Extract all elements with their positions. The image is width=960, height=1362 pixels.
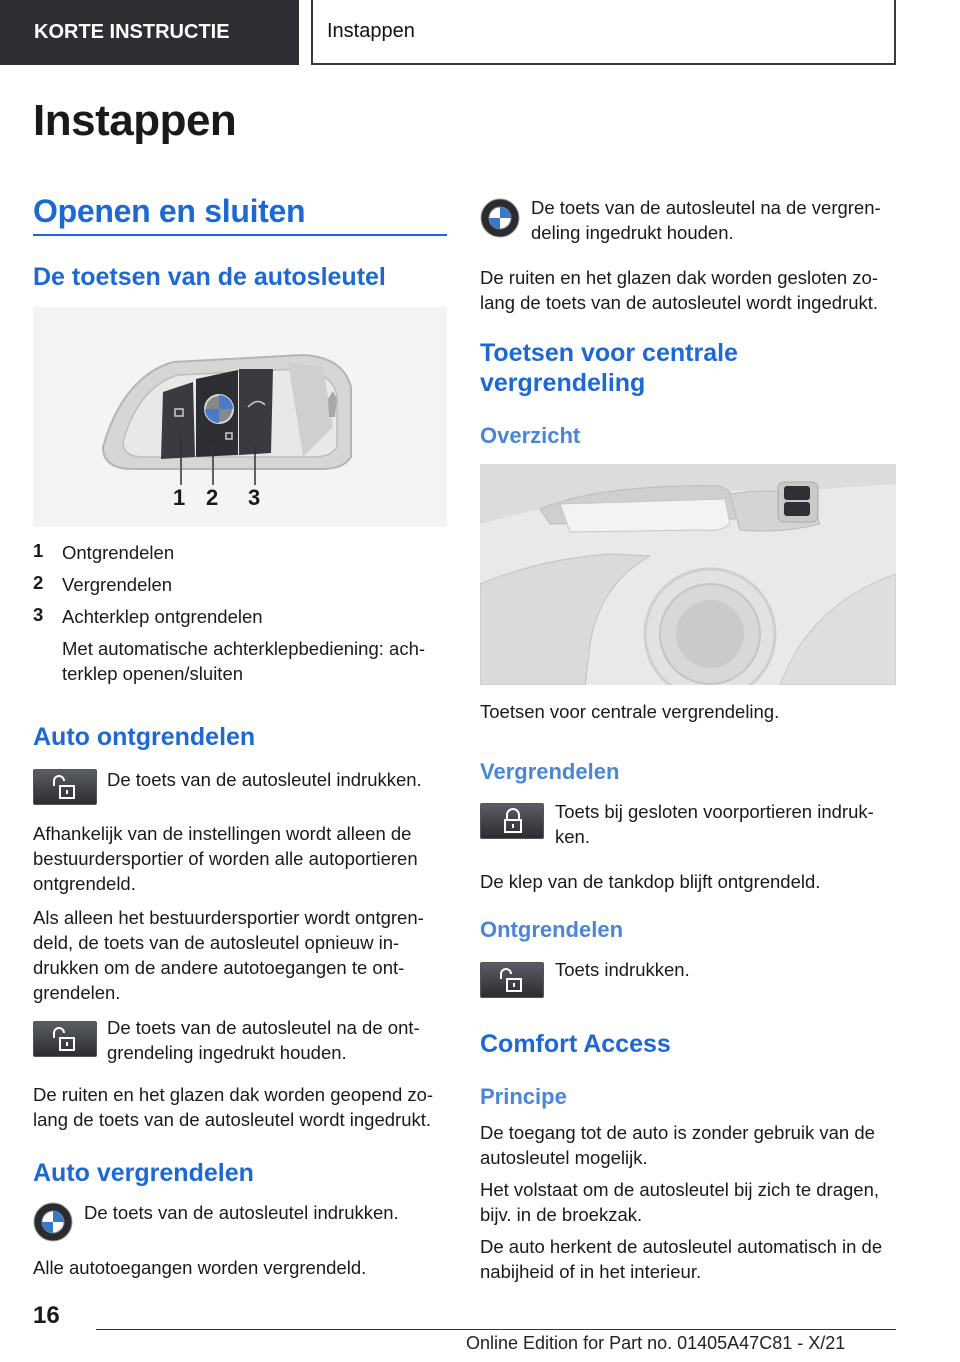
chapter-tab: Instappen xyxy=(311,0,896,65)
principe-p2-line2: bijv. in de broekzak. xyxy=(480,1204,643,1225)
list-num-3: 3 xyxy=(33,604,44,625)
lock-button-icon xyxy=(480,803,544,839)
page-number: 16 xyxy=(33,1302,60,1329)
list-item-3-sub-line2: terklep openen/sluiten xyxy=(62,663,244,684)
heading-rule xyxy=(33,234,447,236)
vergrendelen-line2: ken. xyxy=(555,826,590,847)
unlock-p2-line3: drukken om de andere autotoegangen te ont- xyxy=(33,957,405,978)
lock-hold-line2: deling ingedrukt houden. xyxy=(531,222,734,243)
unlock-p3-line2: lang de toets van de autosleutel wordt ingedrukt. xyxy=(33,1109,432,1130)
door-figure-caption: Toetsen voor centrale vergrendeling. xyxy=(480,701,780,722)
footer-rule xyxy=(96,1329,896,1330)
unlock-button-icon xyxy=(480,962,544,998)
unlock-p1-line3: ontgrendeld. xyxy=(33,873,136,894)
list-num-2: 2 xyxy=(33,572,44,593)
heading-centrale-line2: vergrendeling xyxy=(480,369,646,397)
heading-auto-vergrendelen: Auto vergrendelen xyxy=(33,1159,254,1187)
tankdop-text: De klep van de tankdop blijft ontgrendeld. xyxy=(480,871,821,892)
heading-centrale-line1: Toetsen voor centrale xyxy=(480,339,738,367)
principe-p3-line1: De auto herkent de autosleutel automatisch in de xyxy=(480,1236,883,1257)
principe-p1-line1: De toegang tot de auto is zonder gebruik van de xyxy=(480,1122,875,1143)
heading-ontgrendelen: Ontgrendelen xyxy=(480,917,624,942)
principe-p1-line2: autosleutel mogelijk. xyxy=(480,1147,648,1168)
heading-principe: Principe xyxy=(480,1084,567,1109)
unlock-instruction: De toets van de autosleutel indrukken. xyxy=(107,769,422,790)
unlock-hold-line2: grendeling ingedrukt houden. xyxy=(107,1042,347,1063)
unlock-p2-line4: grendelen. xyxy=(33,982,121,1003)
unlock-p2-line2: deld, de toets van de autosleutel opnieuw in- xyxy=(33,932,400,953)
unlock-key-icon xyxy=(33,769,97,805)
list-item-2: Vergrendelen xyxy=(62,574,173,595)
fig-label-3: 3 xyxy=(248,485,261,510)
heading-auto-ontgrendelen: Auto ontgrendelen xyxy=(33,723,256,751)
unlock-p1-line2: bestuurdersportier of worden alle autoportieren xyxy=(33,848,418,869)
unlock-hold-line1: De toets van de autosleutel na de ont- xyxy=(107,1017,420,1038)
lock-instruction: De toets van de autosleutel indrukken. xyxy=(84,1202,399,1223)
vergrendelen-line1: Toets bij gesloten voorportieren indruk- xyxy=(555,801,874,822)
list-item-3: Achterklep ontgrendelen xyxy=(62,606,263,627)
door-panel-figure xyxy=(480,464,896,685)
unlock-hold-key-icon xyxy=(33,1021,97,1057)
door-panel-illustration xyxy=(480,464,896,685)
bmw-key-icon xyxy=(33,1202,73,1242)
unlock-p3-line1: De ruiten en het glazen dak worden geopend zo- xyxy=(33,1084,434,1105)
list-item-1: Ontgrendelen xyxy=(62,542,175,563)
bmw-key-hold-icon xyxy=(480,198,520,238)
section-heading-openen: Openen en sluiten xyxy=(33,193,306,229)
footer-edition: Online Edition for Part no. 01405A47C81 - X/21 xyxy=(466,1333,846,1353)
list-num-1: 1 xyxy=(33,540,44,561)
lock-p2-line2: lang de toets van de autosleutel wordt ingedrukt. xyxy=(480,292,879,313)
key-fob-illustration xyxy=(33,307,447,527)
principe-p2-line1: Het volstaat om de autosleutel bij zich te dragen, xyxy=(480,1179,880,1200)
lock-hold-line1: De toets van de autosleutel na de vergren- xyxy=(531,197,881,218)
heading-vergrendelen: Vergrendelen xyxy=(480,759,620,784)
unlock-p1-line1: Afhankelijk van de instellingen wordt alleen de xyxy=(33,823,412,844)
key-fob-figure xyxy=(33,307,447,527)
page-title: Instappen xyxy=(33,96,237,145)
unlock-p2-line1: Als alleen het bestuurdersportier wordt ontgren- xyxy=(33,907,424,928)
lock-p1: Alle autotoegangen worden vergrendeld. xyxy=(33,1257,367,1278)
lock-p2-line1: De ruiten en het glazen dak worden gesloten zo- xyxy=(480,267,879,288)
principe-p3-line2: nabijheid of in het interieur. xyxy=(480,1261,702,1282)
fig-label-2: 2 xyxy=(206,485,219,510)
heading-comfort-access: Comfort Access xyxy=(480,1030,671,1058)
fig-label-1: 1 xyxy=(173,485,186,510)
heading-toetsen-autosleutel: De toetsen van de autosleutel xyxy=(33,263,386,291)
ontgrendelen-text: Toets indrukken. xyxy=(555,959,690,980)
list-item-3-sub-line1: Met automatische achterklepbediening: ach- xyxy=(62,638,426,659)
heading-overzicht: Overzicht xyxy=(480,423,581,448)
section-tab: KORTE INSTRUCTIE xyxy=(0,0,299,65)
